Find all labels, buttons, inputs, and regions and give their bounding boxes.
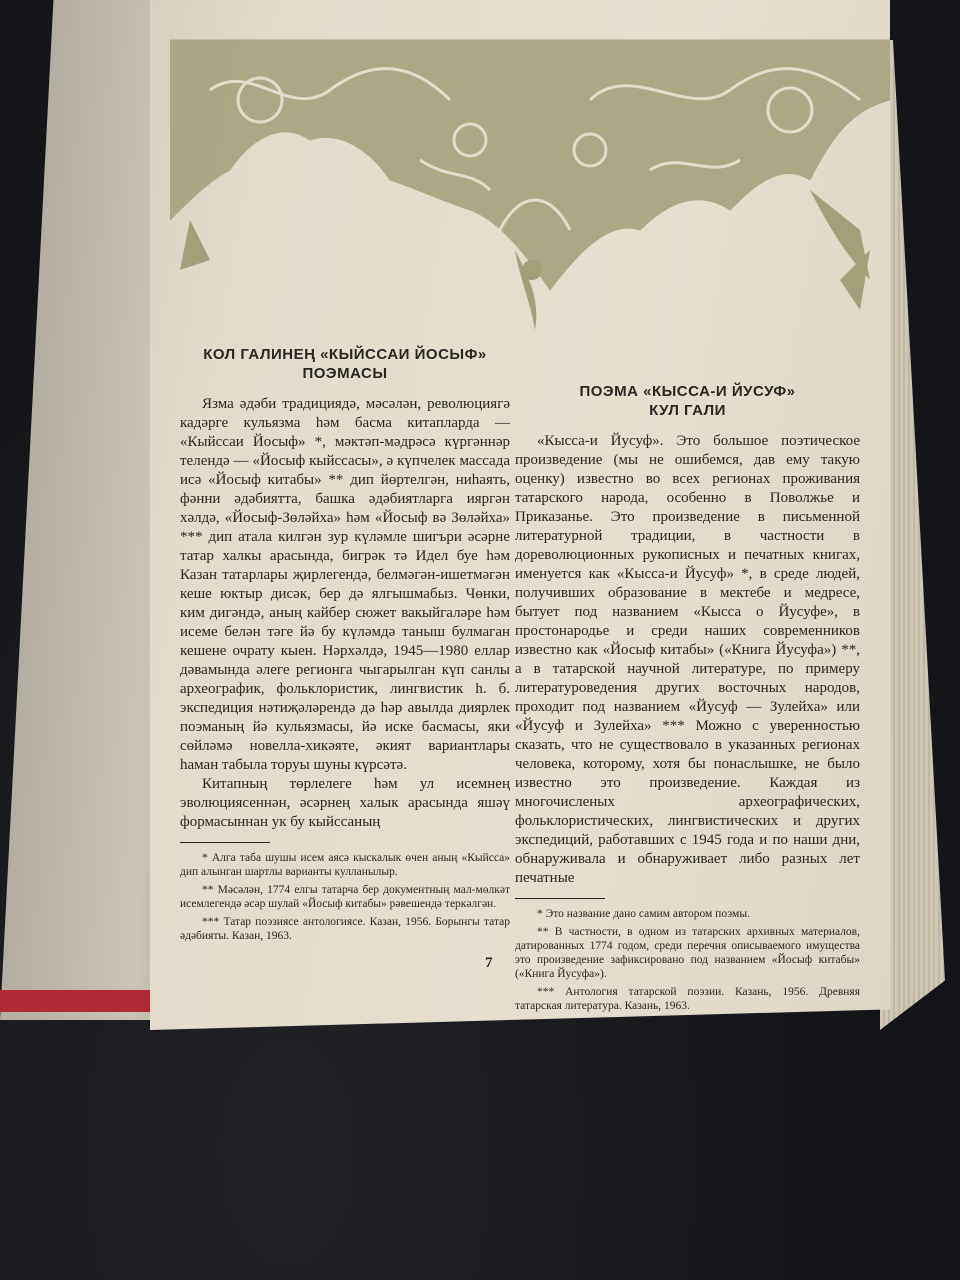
russian-body	[515, 432, 860, 888]
tatar-body	[180, 395, 510, 832]
russian-title-line1: ПОЭМА «КЫССА-И ЙУСУФ»	[579, 383, 796, 400]
tatar-footnote-3: *** Татар поэзиясе антологиясе. Казан, 1956. Борынгы татар әдәбияты. Казан, 1963.	[180, 916, 510, 942]
tatar-footnotes	[180, 851, 510, 943]
tatar-column	[180, 345, 510, 947]
tatar-title	[180, 345, 510, 383]
footnote-rule	[515, 898, 605, 899]
book-cover-red-stripe	[0, 990, 150, 1012]
russian-column	[515, 382, 860, 1017]
russian-paragraph-1: «Кысса-и Йусуф». Это большое поэтическое произведение (мы не ошибемся, дав ему такую оценку) известно во всех регионах проживания татарского народа, особенно в Поволжье и Приказанье. Это произведение в письменной литературной традиции, в частности в дореволюционных рукописных и печатных книгах, именуется как «Кысса-и Йусуф» *, в среде людей, получивших образование в мектебе и медресе, бытует под названием «Кысса о Йусуфе», в простонародье и среди наших современников известно как «Йосыф китабы» («Книга Йусуфа») **, а в татарской научной литературе, по примеру литературоведения других восточных народов, проходит под названием «Йусуф — Зулейха» или «Йусуф и Зулейха» *** Можно с уверенностью сказать, что не существовало в указанных регионах человека, которому, хотя бы понаслышке, не было известно это произведение. Каждая из многочисленых археографических, фольклористических, лингвистических и других экспедиций, работавших с 1945 года и по наши дни, обнаруживала и обнаруживает либо разных лет печатные	[515, 433, 860, 886]
russian-title-line2: КУЛ ГАЛИ	[649, 402, 726, 419]
russian-footnote-2: ** В частности, в одном из татарских архивных материалов, датированных 1774 годом, среди перечня описываемого имущества это произведение зафиксировано под названием «Йосыф китабы» («Книга Йусуфа»).	[515, 926, 860, 980]
tatar-title-line2: ПОЭМАСЫ	[302, 365, 388, 382]
russian-footnote-1: * Это название дано самим автором поэмы.	[537, 908, 750, 920]
tatar-footnote-1: * Алга таба шушы исем аясә кыскалык өчен аның «Кыйсса» дип алынган шартлы варианты кулланылыр.	[180, 852, 510, 878]
tatar-footnote-2: ** Мәсәлән, 1774 елгы татарча бер документның мал-мөлкәт исемлегендә әсәр шулай «Йосыф китабы» рәвешендә теркәлгән.	[180, 884, 510, 910]
tatar-paragraph-1: Язма әдәби традициядә, мәсәлән, революциягә кадәрге кульязма һәм басма китапларда — «Кыйссаи Йосыф» *, мәктәп-мәдрәсә күргәннәр телендә — «Йосыф кыйссасы», ә күпчелек массада исә «Йосыф китабы» ** дип йөртелгән, ниһаять, фәнни әдәбиятта, башка әдәбиятларга ияргән хәлдә, «Йосыф-Зөләйха» һәм «Йосыф вә Зөләйха» *** дип атала килгән зур күләмле шигъри әсәрне татар халкы арасында, бигрәк тә Идел буе һәм Казан татарлары җирлегендә, белмәгән-ишетмәгән кеше юктыр дисәк, бер дә ялгышмабыз. Чөнки, ким дигәндә, аның кайбер сюжет вакыйгаләре һәм исеме белән тәге йә бу күләмдә таныш булмаган кешене очрату кыен. Нәрхәлдә, 1945—1980 еллар дәвамында әлеге регионга чыгарылган күп санлы археографик, фольклористик, лингвистик h. б. экспедиция нәтиҗәләрендә дә һәр авылда диярлек поэманың йә кульязмасы, йә иске басмасы, яки сөйләмә новелла-хикәяте, әкият вариантлары һаман табыла торуы шуны күрсәтә.	[180, 396, 510, 773]
russian-footnotes	[515, 907, 860, 1013]
page-number: 7	[485, 955, 493, 971]
tatar-title-line1: КОЛ ГАЛИНЕҢ «КЫЙССАИ ЙОСЫФ»	[203, 346, 487, 363]
tatar-paragraph-2: Китапның төрлелеге һәм ул исемнең эволюциясеннән, әсәрнең халык арасында яшәү формасыннан ук бу кыйссаның	[180, 776, 510, 830]
footnote-rule	[180, 842, 270, 843]
russian-footnote-3: *** Антология татарской поэзии. Казань, 1956. Древняя татарская литература. Казань, 1963.	[515, 986, 860, 1012]
ornamental-header-illustration	[170, 30, 890, 350]
russian-title	[515, 382, 860, 420]
